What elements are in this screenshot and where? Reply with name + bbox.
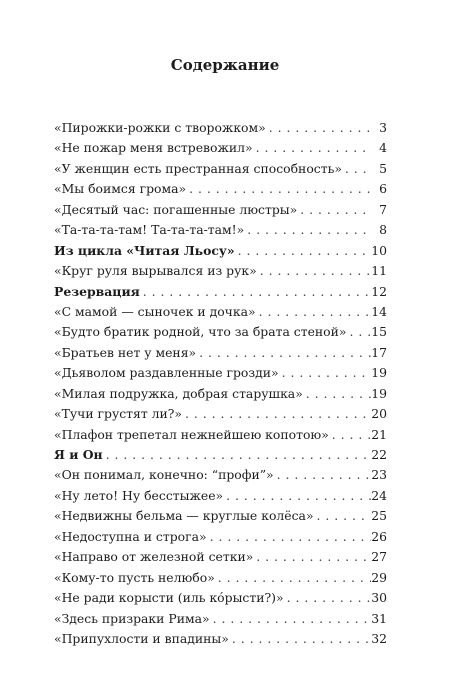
toc-entry [54, 179, 387, 199]
toc-leader-dots [314, 506, 371, 526]
toc-page-number: 7 [379, 201, 387, 217]
toc-leader-dots [329, 425, 371, 445]
toc-leader-dots [303, 384, 371, 404]
toc-section-entry [54, 445, 387, 465]
toc-leader-dots [186, 179, 371, 199]
toc-leader-dots [279, 363, 371, 383]
toc-leader-dots [266, 118, 371, 138]
toc-page-number: 8 [379, 222, 387, 238]
toc-page-number: 21 [371, 426, 387, 442]
toc-entry [54, 220, 387, 240]
page-title: Содержание [170, 56, 280, 74]
toc-entry [54, 118, 387, 138]
toc-page-number: 4 [379, 140, 387, 156]
toc-entry-title: «Здесь призраки Рима» [54, 610, 210, 626]
toc-entry [54, 547, 387, 567]
toc-leader-dots [229, 629, 371, 649]
toc-leader-dots [235, 241, 371, 261]
toc-page-number: 31 [371, 610, 387, 626]
toc-entry [54, 159, 387, 179]
toc-leader-dots [223, 486, 371, 506]
toc-entry-title: «Будто братик родной, что за брата стеной» [54, 324, 347, 340]
toc-leader-dots [297, 200, 371, 220]
toc-page-number: 30 [371, 590, 387, 606]
toc-entry-title: «Он понимал, конечно: “профи”» [54, 467, 274, 483]
toc-entry [54, 506, 387, 526]
toc-leader-dots [257, 261, 371, 281]
toc-page-number: 20 [371, 406, 387, 422]
toc-entry-title: «Недоступна и строга» [54, 528, 207, 544]
toc-entry-title: «Направо от железной сетки» [54, 549, 254, 565]
toc-page-number: 12 [371, 283, 387, 299]
toc-entry [54, 343, 387, 363]
toc-entry-title: «Не пожар меня встревожил» [54, 140, 253, 156]
toc-page-number: 25 [371, 508, 387, 524]
toc-entry-title: «У женщин есть престранная способность» [54, 160, 342, 176]
toc-entry [54, 425, 387, 445]
toc-entry-title: «Братьев нет у меня» [54, 344, 197, 360]
toc-entry-title: «Недвижны бельма — круглые колёса» [54, 508, 314, 524]
toc-entry-title: «Дьяволом раздавленные грозди» [54, 365, 279, 381]
toc-leader-dots [284, 588, 371, 608]
toc-entry-title: «Та-та-та-там! Та-та-та-там!» [54, 222, 245, 238]
toc-entry-title: «С мамой — сыночек и дочка» [54, 303, 256, 319]
toc-page-number: 24 [371, 487, 387, 503]
toc-entry-title: «Ну лето! Ну бесстыжее» [54, 487, 224, 503]
toc-entry-title: «Припухлости и впадины» [54, 630, 229, 646]
toc-entry-title: «Мы боимся грома» [54, 181, 187, 197]
toc-entry-title: «Плафон трепетал нежнейшею копотою» [54, 426, 329, 442]
toc-page-number: 32 [371, 630, 387, 646]
toc-leader-dots [207, 527, 371, 547]
toc-page-number: 29 [371, 569, 387, 585]
toc-page-number: 14 [371, 303, 387, 319]
toc-entry [54, 404, 387, 424]
toc-page-number: 3 [379, 120, 387, 135]
toc-entry [54, 568, 387, 588]
toc-page-number: 17 [371, 344, 387, 360]
toc-page-number: 22 [371, 447, 387, 462]
toc-entry [54, 200, 387, 220]
toc-entry [54, 261, 387, 281]
toc-page-number: 23 [371, 467, 387, 483]
toc-entry [54, 322, 387, 342]
toc-entry [54, 384, 387, 404]
toc-page-number: 11 [371, 263, 387, 279]
toc-entry-title: «Милая подружка, добрая старушка» [54, 385, 303, 401]
toc-leader-dots [215, 568, 371, 588]
toc-entry [54, 629, 387, 649]
toc-entry [54, 588, 387, 608]
toc-leader-dots [346, 322, 371, 342]
toc-entry-title: «Кому-то пусть нелюбо» [54, 569, 215, 585]
toc-leader-dots [253, 547, 371, 567]
toc-entry [54, 486, 387, 506]
toc-entry-title: Резервация [54, 283, 140, 299]
toc-leader-dots [342, 159, 371, 179]
toc-entry-title: Из цикла «Читая Льосу» [54, 242, 235, 258]
toc-page-number: 15 [371, 324, 387, 340]
toc-entry-title: «Тучи грустят ли?» [54, 406, 182, 422]
toc-leader-dots [256, 302, 371, 322]
toc-entry-title: «Десятый час: погашенные люстры» [54, 201, 298, 217]
toc-page-number: 6 [379, 181, 387, 197]
toc-entry [54, 609, 387, 629]
toc-page-number: 27 [371, 549, 387, 565]
toc-leader-dots [274, 465, 371, 485]
toc-entry [54, 527, 387, 547]
toc-entry [54, 138, 387, 158]
toc-leader-dots [253, 138, 371, 158]
toc-entry [54, 465, 387, 485]
toc-leader-dots [244, 220, 371, 240]
toc-leader-dots [210, 609, 371, 629]
toc-page-number: 10 [371, 242, 387, 258]
toc-entry-title: «Не ради корысти (иль кóрысти?)» [54, 590, 284, 606]
table-of-contents [54, 118, 387, 649]
toc-entry-title: «Круг руля вырывался из рук» [54, 263, 257, 279]
toc-page-number: 19 [371, 385, 387, 401]
toc-leader-dots [103, 445, 371, 465]
toc-leader-dots [140, 282, 371, 302]
toc-page-number: 19 [371, 365, 387, 381]
toc-page-number: 5 [379, 160, 387, 176]
toc-entry [54, 302, 387, 322]
toc-page-number: 26 [371, 528, 387, 544]
toc-leader-dots [196, 343, 371, 363]
toc-leader-dots [182, 404, 371, 424]
toc-entry-title: Я и Он [54, 447, 103, 462]
toc-section-entry [54, 241, 387, 261]
toc-section-entry [54, 282, 387, 302]
toc-entry [54, 363, 387, 383]
toc-entry-title: «Пирожки-рожки с творожком» [54, 120, 266, 135]
